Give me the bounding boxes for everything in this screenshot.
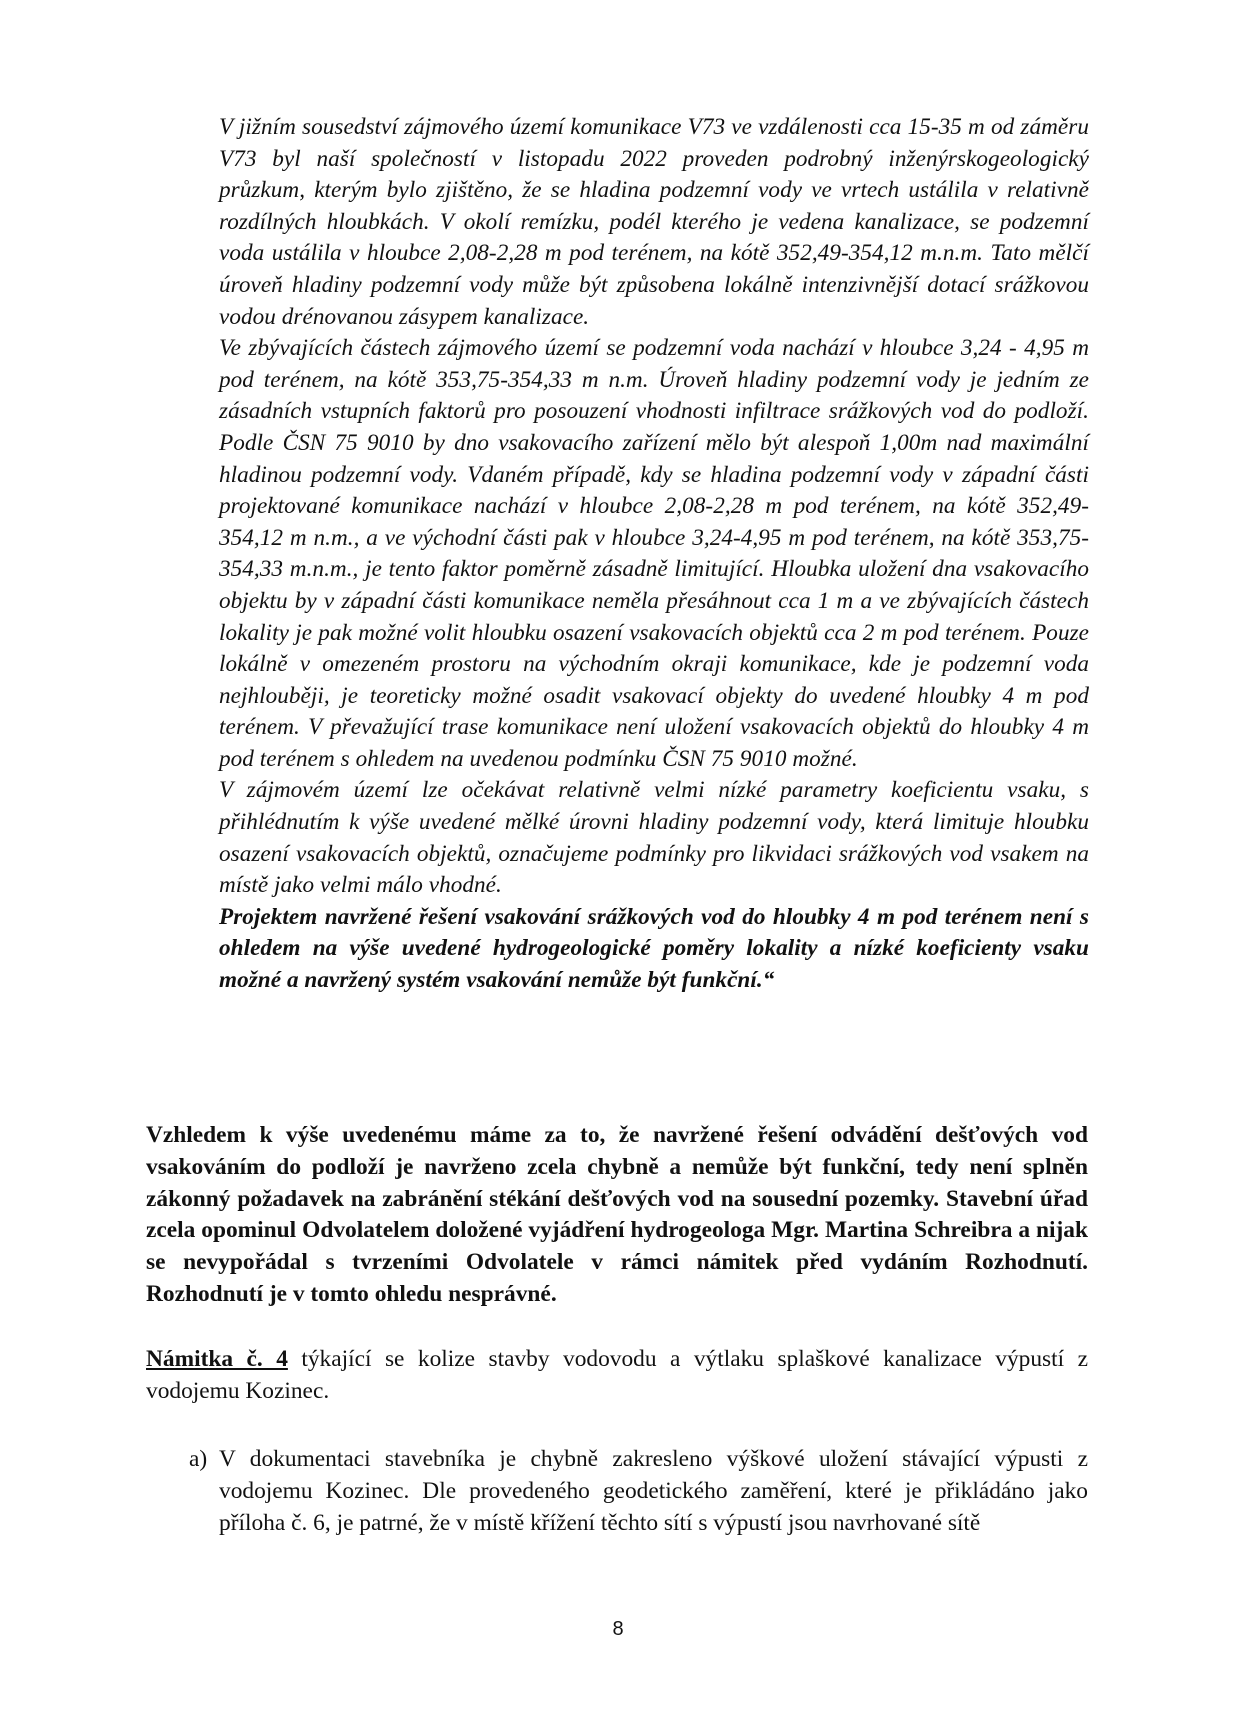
quote-bold-conclusion: Projektem navržené řešení vsakování srážkových vod do hloubky 4 m pod terénem není s ohledem na výše uvedené hydrogeologické poměry lokality a nízké koeficienty vsaku možné a navržený systém vsakování nemůže být funkční.“	[219, 903, 1089, 994]
quoted-expert-statement	[219, 112, 1089, 997]
list-marker-a: a)	[189, 1446, 208, 1472]
conclusion-paragraph: Vzhledem k výše uvedenému máme za to, že navržené řešení odvádění dešťových vod vsakováním do podloží je navrženo zcela chybně a nemůže být funkční, tedy není splněn zákonný požadavek na zabránění stékání dešťových vod na sousední pozemky. Stavební úřad zcela opominul Odvolatelem doložené vyjádření hydrogeologa Mgr. Martina Schreibra a nijak se nevypořádal s tvrzeními Odvolatele v rámci námitek před vydáním Rozhodnutí. Rozhodnutí je v tomto ohledu nesprávné.	[146, 1122, 1088, 1307]
list-item-a	[189, 1444, 1088, 1539]
quote-paragraph-3: V zájmovém území lze očekávat relativně velmi nízké parametry koeficientu vsaku, s přihlédnutím k výše uvedené mělké úrovni hladiny podzemní vody, která limituje hloubku osazení vsakovacích objektů, označujeme podmínky pro likvidaci srážkových vod vsakem na místě jako velmi málo vhodné.	[219, 777, 1089, 899]
objection-paragraph	[146, 1344, 1088, 1408]
objection-heading: Námitka č. 4	[146, 1346, 288, 1372]
page-number: 8	[612, 1618, 624, 1640]
quote-paragraph-2: Ve zbývajících částech zájmového území se podzemní voda nachází v hloubce 3,24 - 4,95 m pod terénem, na kótě 353,75-354,33 m n.m. Úroveň hladiny podzemní vody je jedním ze zásadních vstupních faktorů pro posouzení vhodnosti infiltrace srážkových vod do podloží. Podle ČSN 75 9010 by dno vsakovacího zařízení mělo být alespoň 1,00m nad maximální hladinou podzemní vody. Vdaném případě, kdy se hladina podzemní vody v západní části projektované komunikace nachází v hloubce 2,08-2,28 m pod terénem, na kótě 352,49-354,12 m n.m., a ve východní části pak v hloubce 3,24-4,95 m pod terénem, na kótě 353,75-354,33 m.n.m., je tento faktor poměrně zásadně limitující. Hloubka uložení dna vsakovacího objektu by v západní části komunikace neměla přesáhnout cca 1 m a ve zbývajících částech lokality je pak možné volit hloubku osazení vsakovacích objektů cca 2 m pod terénem. Pouze lokálně v omezeném prostoru na východním okraji komunikace, kde je podzemní voda nejhlouběji, je teoreticky možné osadit vsakovací objekty do uvedené hloubky 4 m pod terénem. V převažující trase komunikace není uložení vsakovacích objektů do hloubky 4 m pod terénem s ohledem na uvedenou podmínku ČSN 75 9010 možné.	[219, 335, 1089, 772]
objection-text: týkající se kolize stavby vodovodu a výtlaku splaškové kanalizace výpustí z vodojemu Kozinec.	[146, 1346, 1088, 1404]
quote-paragraph-1: V jižním sousedství zájmového území komunikace V73 ve vzdálenosti cca 15-35 m od záměru V73 byl naší společností v listopadu 2022 proveden podrobný inženýrskogeologický průzkum, kterým bylo zjištěno, že se hladina podzemní vody ve vrtech ustálila v relativně rozdílných hloubkách. V okolí remízku, podél kterého je vedena kanalizace, se podzemní voda ustálila v hloubce 2,08-2,28 m pod terénem, na kótě 352,49-354,12 m.n.m. Tato mělčí úroveň hladiny podzemní vody může být způsobena lokálně intenzivnější dotací srážkovou vodou drénovanou zásypem kanalizace.	[219, 114, 1089, 330]
list-item-a-text: V dokumentaci stavebníka je chybně zakresleno výškové uložení stávající výpusti z vodojemu Kozinec. Dle provedeného geodetického zaměření, které je přikládáno jako příloha č. 6, je patrné, že v místě křížení těchto sítí s výpustí jsou navrhované sítě	[219, 1446, 1088, 1536]
